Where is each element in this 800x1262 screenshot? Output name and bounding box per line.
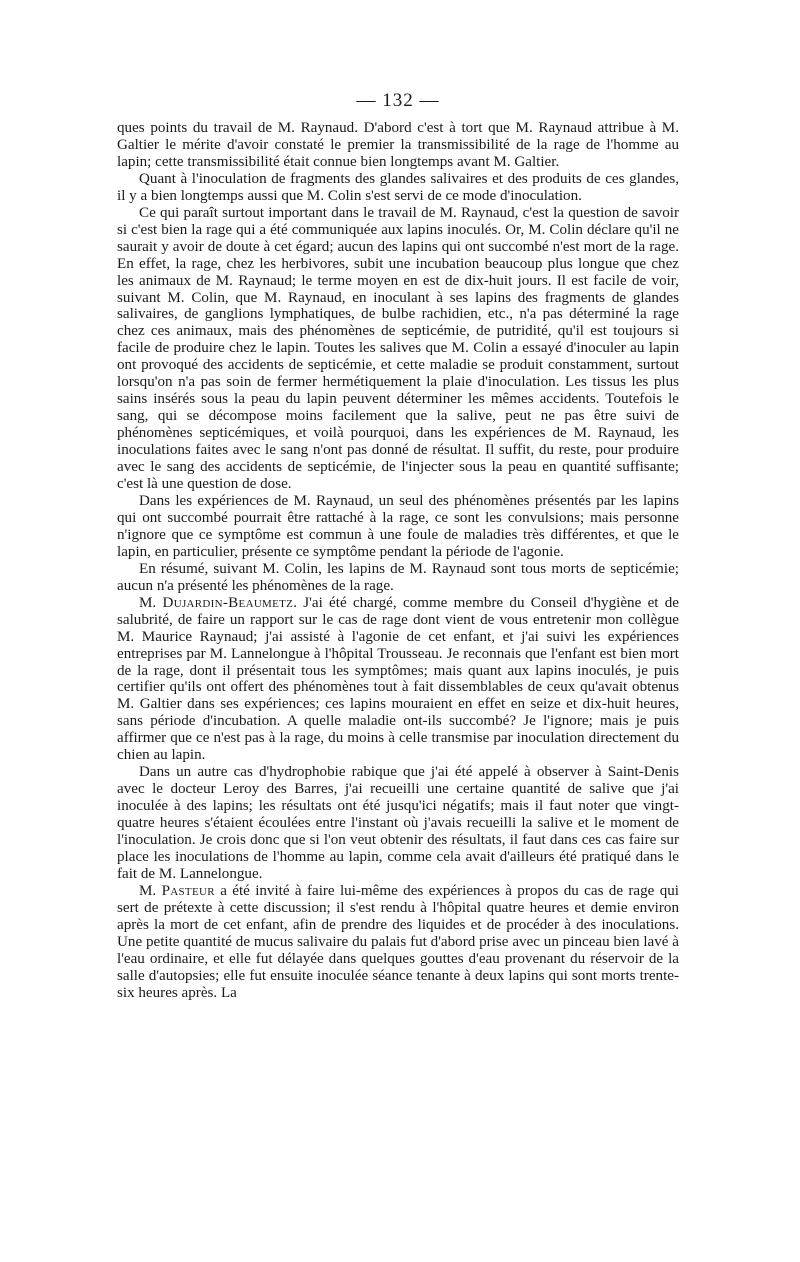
- paragraph-text: Ce qui paraît surtout important dans le travail de M. Raynaud, c'est la question de savoir si c'est bien la rage qui a été communiquée aux lapins inoculés. Or, M. Colin déclare qu'il ne saurait y avoir de doute à cet égard; aucun des lapins qui ont succombé n'est mort de la rage. En effet, la rage, chez les herbivores, subit une incubation beaucoup plus longue que chez les animaux de M. Raynaud; le terme moyen en est de dix-huit jours. Il est facile de voir, suivant M. Colin, que M. Raynaud, en inoculant à ses lapins des fragments de glandes salivaires, de ganglions lymphatiques, de bulbe rachidien, etc., n'a pas déterminé la rage chez ces animaux, mais des phénomènes de septicémie, de putridité, qu'il est toujours si facile de produire chez le lapin. Toutes les salives que M. Colin a essayé d'inoculer au lapin ont provoqué des accidents de septicémie, et cette maladie se produit constamment, surtout lorsqu'on n'a pas soin de fermer hermétiquement la plaie d'inoculation. Les tissus les plus sains insérés sous la peau du lapin peuvent déterminer les mêmes accidents. Toutefois le sang, qui se décompose moins facilement que la salive, peut ne pas être suivi de phénomènes septicémiques, et voilà pourquoi, dans les expériences de M. Raynaud, les inoculations faites avec le sang n'ont pas donné de résultat. Il suffit, du reste, pour produire avec le sang des accidents de septicémie, de l'injecter sous la peau en quantité suffisante; c'est là une question de dose.: [117, 204, 679, 493]
- paragraph: [117, 205, 679, 493]
- paragraph: [117, 595, 679, 765]
- paragraph-text: Dans un autre cas d'hydrophobie rabique que j'ai été appelé à observer à Saint-Denis avec le docteur Leroy des Barres, j'ai recueilli une certaine quantité de salive que j'ai inoculée à des lapins; les résultats ont été jusqu'ici négatifs; mais il faut noter que vingt-quatre heures s'étaient écoulées entre l'instant où j'avais recueilli la salive et le moment de l'inoculation. Je crois donc que si l'on veut obtenir des résultats, il faut dans ces cas faire sur place les inoculations de l'homme au lapin, comme cela avait d'ailleurs été pratiqué dans le fait de M. Lannelongue.: [117, 764, 679, 882]
- paragraph-text: En résumé, suivant M. Colin, les lapins de M. Raynaud sont tous morts de septicémie; aucun n'a présenté les phénomènes de la rage.: [117, 560, 679, 594]
- speaker-name: Pasteur: [161, 882, 215, 899]
- body-text: [117, 120, 679, 1002]
- paragraph-text: . J'ai été chargé, comme membre du Conseil d'hygiène et de salubrité, de faire un rapport sur le cas de rage dont vient de vous entretenir mon collègue M. Maurice Raynaud; j'ai assisté à l'agonie de cet enfant, et j'ai suivi les expériences entreprises par M. Lannelongue à l'hôpital Trousseau. Je reconnais que l'enfant est bien mort de la rage, dont il présentait tous les symptômes; mais quant aux lapins inoculés, je puis certifier qu'ils ont offert des phénomènes tout à fait dissemblables de ceux qu'avait obtenus M. Galtier dans ses expériences; ces lapins mouraient en effet en seize et dix-huit heures, sans période d'incubation. A quelle maladie ont-ils succombé? Je l'ignore; mais je puis affirmer que ce n'est pas à la rage, du moins à celle transmise par inoculation directement du chien au lapin.: [117, 594, 680, 764]
- paragraph-text: Dans les expériences de M. Raynaud, un seul des phénomènes présentés par les lapins qui ont succombé pourrait être rattaché à la rage, ce sont les convulsions; mais personne n'ignore que ce symptôme est commun à une foule de maladies très différentes, et que le lapin, en particulier, présente ce symptôme pendant la période de l'agonie.: [117, 492, 679, 560]
- paragraph-text: M.: [139, 594, 163, 611]
- document-page: [117, 88, 679, 1002]
- paragraph: [117, 883, 679, 1002]
- paragraph: [117, 764, 679, 883]
- paragraph: [117, 561, 679, 595]
- page-number: — 132 —: [356, 90, 440, 111]
- speaker-name: Dujardin-Beaumetz: [162, 594, 294, 611]
- paragraph-text: M.: [139, 882, 162, 899]
- paragraph-text: a été invité à faire lui-même des expériences à propos du cas de rage qui sert de prétexte à cette discussion; il s'est rendu à l'hôpital quatre heures et demie environ après la mort de cet enfant, afin de prendre des liquides et de procéder à des inoculations. Une petite quantité de mucus salivaire du palais fut d'abord prise avec un pinceau bien lavé à l'eau ordinaire, et elle fut délayée dans quelques gouttes d'eau provenant du réservoir de la salle d'autopsies; elle fut ensuite inoculée séance tenante à deux lapins qui sont morts trente-six heures après. La: [117, 882, 680, 1001]
- paragraph: [117, 120, 679, 171]
- paragraph-text: Quant à l'inoculation de fragments des glandes salivaires et des produits de ces glandes, il y a bien longtemps aussi que M. Colin s'est servi de ce mode d'inoculation.: [117, 170, 679, 204]
- paragraph-text: ques points du travail de M. Raynaud. D'abord c'est à tort que M. Raynaud attribue à M. Galtier le mérite d'avoir constaté le premier la transmissibilité de la rage de l'homme au lapin; cette transmissibilité était connue bien longtemps avant M. Galtier.: [117, 120, 679, 170]
- paragraph: [117, 171, 679, 205]
- paragraph: [117, 493, 679, 561]
